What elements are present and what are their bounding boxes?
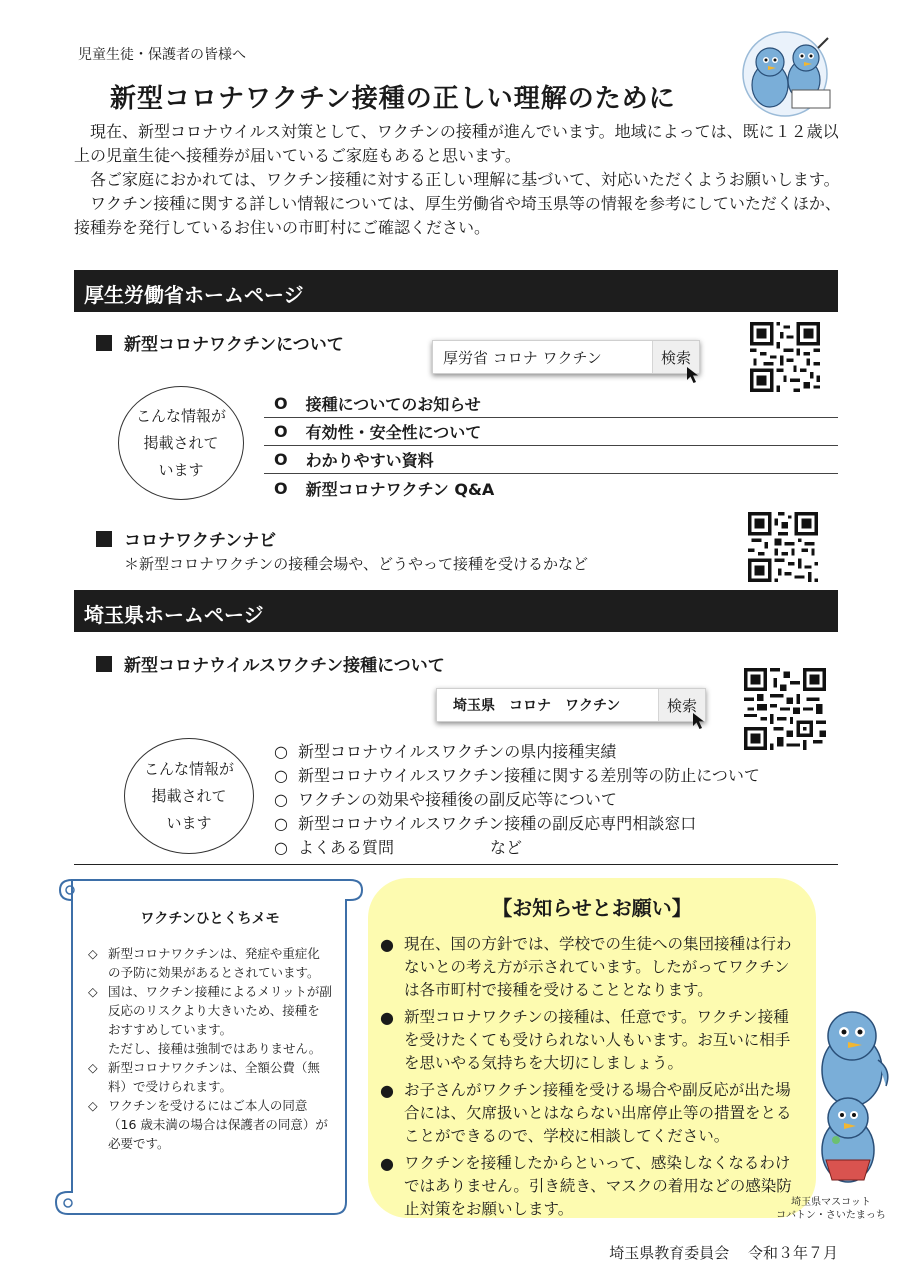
memo-item-text: ワクチンを受けるにはご本人の同意（16 歳未満の場合は保護者の同意）が必要です。: [108, 1098, 328, 1151]
mhlw-search-box[interactable]: [432, 340, 700, 374]
dot-bullet-icon: ●: [380, 1081, 394, 1100]
page-title: 新型コロナワクチン接種の正しい理解のために: [110, 84, 676, 114]
dot-bullet-icon: ●: [380, 935, 394, 954]
mascot-caption: [776, 1196, 886, 1222]
memo-list: [88, 944, 332, 1153]
circle-bullet-icon: ○: [274, 742, 288, 761]
oval-line: います: [158, 460, 204, 479]
cursor-arrow-icon: [686, 366, 702, 384]
list-item[interactable]: [274, 764, 834, 788]
saitama-section-band: 埼玉県ホームページ: [74, 590, 838, 632]
vaccine-navi-heading-label: コロナワクチンナビ: [124, 531, 277, 551]
qr-code-saitama-icon[interactable]: [744, 668, 826, 750]
mascot-illustration-bottom: [808, 1000, 894, 1190]
memo-item-continuation: ただし、接種は強制ではありません。: [108, 1041, 322, 1056]
issuer: 埼玉県教育委員会: [609, 1244, 730, 1262]
vaccine-navi-note: ＊新型コロナワクチンの接種会場や、どうやって接種を受けるかなど: [124, 555, 588, 573]
list-item-label: 有効性・安全性について: [305, 423, 482, 442]
saitama-search-query: 埼玉県 コロナ ワクチン: [453, 698, 621, 714]
cursor-arrow-icon: [692, 712, 708, 730]
list-item-label: 新型コロナウイルスワクチンの県内接種実績: [297, 742, 617, 761]
memo-item: [88, 944, 332, 982]
addressee: 児童生徒・保護者の皆様へ: [78, 47, 246, 63]
notice-box: [368, 878, 816, 1218]
mhlw-search-query: 厚労省 コロナ ワクチン: [443, 348, 602, 367]
notice-item: [380, 1079, 802, 1148]
footer: [609, 1242, 838, 1263]
diamond-bullet-icon: ◇: [88, 984, 98, 999]
mhlw-vaccine-heading: [96, 330, 344, 355]
saitama-search-button[interactable]: 検索: [658, 689, 705, 721]
mascot-illustration-top: [730, 30, 840, 118]
list-item-label: 新型コロナウイルスワクチン接種に関する差別等の防止について: [297, 766, 760, 785]
circle-bullet-icon: ○: [274, 814, 288, 833]
mhlw-info-list: [264, 390, 838, 502]
circle-bullet-icon: O: [274, 478, 288, 498]
intro-paragraph-1: 現在、新型コロナウイルス対策として、ワクチンの接種が進んでいます。地域によっては、既に１２歳以上の児童生徒へ接種券が届いているご家庭もあると思います。: [74, 122, 839, 165]
notice-item-text: 新型コロナワクチンの接種は、任意です。ワクチン接種を受けたくても受けられない人もいます。お互いに相手を思いやる気持ちを大切にしましょう。: [404, 1008, 791, 1072]
saitama-vaccine-heading: [96, 651, 445, 676]
circle-bullet-icon: O: [274, 450, 288, 469]
circle-bullet-icon: O: [274, 422, 288, 441]
memo-item: [88, 1058, 332, 1096]
circle-bullet-icon: O: [274, 394, 288, 413]
list-item[interactable]: [274, 836, 834, 860]
square-bullet-icon: [96, 335, 112, 351]
list-item[interactable]: [274, 812, 834, 836]
mhlw-section-band: 厚生労働省ホームページ: [74, 270, 838, 312]
memo-title: ワクチンひとくちメモ: [140, 911, 280, 927]
diamond-bullet-icon: ◇: [88, 1060, 98, 1075]
saitama-info-oval: [124, 738, 254, 854]
list-item[interactable]: [264, 474, 838, 502]
mhlw-vaccine-heading-label: 新型コロナワクチンについて: [124, 335, 344, 355]
dot-bullet-icon: ●: [380, 1008, 394, 1027]
list-item-label: よくある質問: [297, 838, 394, 857]
qr-code-navi-icon[interactable]: [748, 512, 818, 582]
section-divider: [74, 864, 838, 865]
list-item-label: わかりやすい資料: [305, 451, 434, 470]
square-bullet-icon: [96, 531, 112, 547]
list-item[interactable]: [274, 788, 834, 812]
oval-line: こんな情報が: [143, 759, 234, 778]
vaccine-navi-heading: [96, 526, 276, 551]
intro-text: [74, 120, 844, 240]
notice-title: 【お知らせとお願い】: [492, 896, 692, 920]
dot-bullet-icon: ●: [380, 1154, 394, 1173]
saitama-search-box[interactable]: [436, 688, 706, 722]
list-item-label: 新型コロナウイルスワクチン接種の副反応専門相談窓口: [297, 814, 697, 833]
memo-item-text: 国は、ワクチン接種によるメリットが副反応のリスクより大きいため、接種をおすすめしています。: [108, 984, 332, 1037]
notice-item: [380, 1152, 802, 1221]
memo-item: [88, 982, 332, 1039]
intro-paragraph-2: 各ご家庭におかれては、ワクチン接種に対する正しい理解に基づいて、対応いただくようお願いします。: [90, 170, 840, 189]
notice-item: [380, 933, 802, 1002]
memo-item: [88, 1096, 332, 1153]
oval-line: 掲載されて: [143, 433, 219, 452]
oval-line: います: [166, 813, 212, 832]
notice-list: [380, 933, 802, 1221]
notice-item-text: ワクチンを接種したからといって、感染しなくなるわけではありません。引き続き、マスクの着用などの感染防止対策をお願いします。: [404, 1154, 792, 1218]
notice-item: [380, 1006, 802, 1075]
oval-line: 掲載されて: [151, 786, 227, 805]
qr-code-mhlw-icon[interactable]: [750, 322, 820, 392]
issue-date: 令和３年７月: [747, 1244, 838, 1262]
memo-item-text: 新型コロナワクチンは、発症や重症化の予防に効果があるとされています。: [108, 946, 320, 980]
notice-item-text: お子さんがワクチン接種を受ける場合や副反応が出た場合には、欠席扱いとはならない出席停止等の措置をとることができるので、学校に相談してください。: [404, 1081, 792, 1145]
list-item[interactable]: [274, 740, 834, 764]
notice-item-text: 現在、国の方針では、学校での生徒への集団接種は行わないとの考え方が示されています。したがってワクチンは各市町村で接種を受けることとなります。: [404, 935, 792, 999]
list-item[interactable]: [264, 446, 838, 474]
circle-bullet-icon: ○: [274, 838, 288, 857]
circle-bullet-icon: ○: [274, 790, 288, 809]
intro-paragraph-3: ワクチン接種に関する詳しい情報については、厚生労働省や埼玉県等の情報を参考にしていただくほか、接種券を発行しているお住いの市町村にご確認ください。: [74, 194, 841, 237]
square-bullet-icon: [96, 656, 112, 672]
memo-item-text: 新型コロナワクチンは、全額公費（無料）で受けられます。: [108, 1060, 320, 1094]
diamond-bullet-icon: ◇: [88, 1098, 98, 1113]
list-item-label: 接種についてのお知らせ: [305, 395, 481, 414]
mhlw-search-button[interactable]: 検索: [652, 341, 699, 373]
etc-label: など: [489, 838, 522, 857]
list-item-label: ワクチンの効果や接種後の副反応等について: [297, 790, 617, 809]
mascot-caption-line: 埼玉県マスコット: [791, 1197, 871, 1208]
saitama-vaccine-heading-label: 新型コロナウイルスワクチン接種について: [124, 656, 445, 676]
saitama-info-list: [274, 740, 834, 860]
list-item-label: 新型コロナワクチン Q&A: [305, 479, 495, 499]
oval-line: こんな情報が: [135, 406, 226, 425]
mascot-caption-line: コバトン・さいたまっち: [776, 1210, 886, 1221]
circle-bullet-icon: ○: [274, 766, 288, 785]
list-item[interactable]: [264, 418, 838, 446]
list-item[interactable]: [264, 390, 838, 418]
diamond-bullet-icon: ◇: [88, 946, 98, 961]
mhlw-info-oval: [118, 386, 244, 500]
